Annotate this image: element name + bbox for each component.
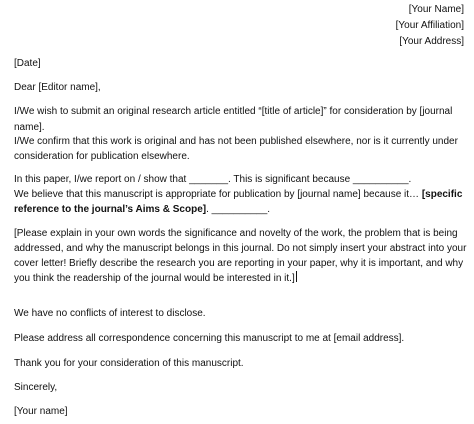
instruction-line-3: cover letter! Briefly describe the research you are reporting in your paper, why it is important, and why — [14, 258, 464, 269]
significance-line-2-bold: [specific — [421, 189, 463, 200]
significance-line-3-bold: reference to the journal’s Aims & Scope] — [14, 204, 207, 215]
significance-line-3-text: . __________. — [206, 204, 271, 215]
intro-line-2: name]. — [14, 122, 45, 133]
instruction-line-4[interactable] — [14, 271, 297, 287]
significance-line-2 — [14, 187, 462, 203]
sender-affiliation: [Your Affiliation] — [395, 20, 464, 31]
instruction-line-1: [Please explain in your own words the significance and novelty of the work, the problem that is being — [14, 228, 458, 239]
closing: Sincerely, — [14, 382, 58, 393]
intro-line-1: I/We wish to submit an original research article entitled “[title of article]” for consideration by [journal — [14, 106, 453, 117]
sender-name: [Your Name] — [408, 4, 464, 15]
instruction-line-4-text: you think the readership of the journal would be interested in it.] — [14, 273, 295, 284]
correspondence-statement: Please address all correspondence concerning this manuscript to me at [email address]. — [14, 333, 405, 344]
text-cursor — [296, 271, 297, 282]
signature: [Your name] — [14, 406, 68, 417]
date-line: [Date] — [14, 58, 41, 69]
sender-address: [Your Address] — [399, 36, 464, 47]
thanks-statement: Thank you for your consideration of this manuscript. — [14, 358, 244, 369]
significance-line-2-text: We believe that this manuscript is appropriate for publication by [journal name] because it… — [14, 189, 420, 200]
conflicts-statement: We have no conflicts of interest to disclose. — [14, 308, 206, 319]
intro-line-4: consideration for publication elsewhere. — [14, 151, 190, 162]
significance-line-1: In this paper, I/we report on / show that _______. This is significant because __________. — [14, 174, 412, 185]
salutation: Dear [Editor name], — [14, 82, 101, 93]
sender-block — [396, 2, 464, 50]
instruction-line-2: addressed, and why the manuscript belongs in this journal. Do not simply insert your abstract into your — [14, 243, 467, 254]
intro-line-3: I/We confirm that this work is original and has not been published elsewhere, nor is it currently under — [14, 136, 458, 147]
significance-line-3 — [14, 202, 270, 218]
